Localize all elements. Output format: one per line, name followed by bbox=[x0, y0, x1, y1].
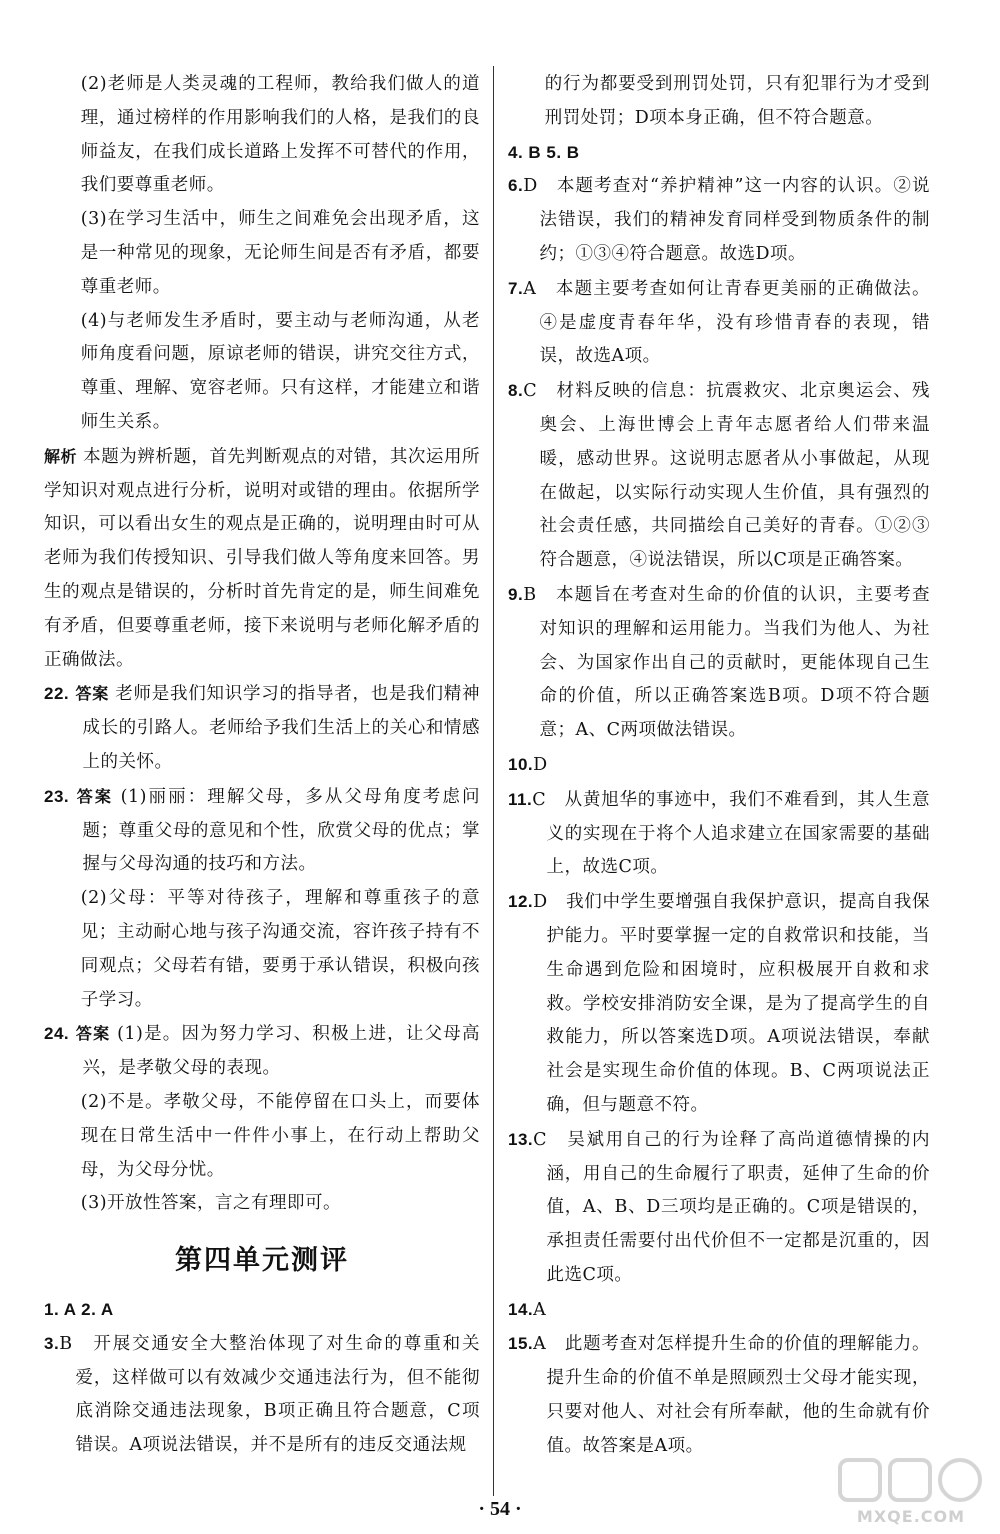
left-column bbox=[44, 68, 480, 1463]
answer-23 bbox=[44, 780, 480, 882]
paragraph: (2)父母：平等对待孩子，理解和尊重孩子的意见；主动耐心地与孩子沟通交流，容许孩子持有不同观点；父母若有错，要勇于承认错误，积极向孩子学习。 bbox=[80, 888, 480, 1010]
question-number: 14. bbox=[508, 1299, 534, 1319]
analysis-text: 本题为辨析题，首先判断观点的对错，其次运用所学知识对观点进行分析，说明对或错的理由。依据所学知识，可以看出女生的观点是正确的，说明理由时可从老师为我们传授知识、引导我们做人等角度来回答。男生的观点是错误的，分析时首先肯定的是，师生间难免有矛盾，但要尊重老师，接下来说明与老师化解矛盾的正确做法。 bbox=[44, 446, 480, 670]
answer-8 bbox=[508, 374, 930, 578]
question-number: 8. bbox=[508, 381, 524, 401]
question-number: 15. bbox=[508, 1334, 534, 1354]
answer-text: B 本题旨在考查对生命的价值的认识，主要考查对知识的理解和运用能力。当我们为他人、为社会、为国家作出自己的贡献时，更能体现自己生命的价值，所以正确答案选B项。D项不符合题意；A、C两项做法错误。 bbox=[523, 584, 930, 741]
answer-text: (1)丽丽：理解父母，多从父母角度考虑问题；尊重父母的意见和个性，欣赏父母的优点；掌握与父母沟通的技巧和方法。 bbox=[82, 786, 480, 875]
watermark-logo bbox=[836, 1456, 986, 1526]
answer-12 bbox=[508, 885, 930, 1123]
answer-text: 老师是我们知识学习的指导者，也是我们精神成长的引路人。老师给予我们生活上的关心和情感上的关怀。 bbox=[82, 684, 480, 772]
answer-text: C 材料反映的信息：抗震救灾、北京奥运会、残奥会、上海世博会上青年志愿者给人们带来温暖，感动世界。这说明志愿者从小事做起，从现在做起，以实际行动实现人生价值，具有强烈的社会责任感，共同描绘自己美好的青春。①②③符合题意，④说法错误，所以C项是正确答案。 bbox=[523, 381, 930, 571]
paragraph: (2)不是。孝敬父母，不能停留在口头上，而要体现在日常生活中一件件小事上，在行动上帮助父母，为父母分忧。 bbox=[80, 1091, 480, 1180]
answer-13 bbox=[508, 1123, 930, 1293]
answer-14 bbox=[508, 1293, 930, 1328]
answer-tag: 答案 bbox=[75, 1024, 111, 1044]
watermark-logo-icon bbox=[836, 1456, 986, 1506]
question-number: 23. bbox=[44, 786, 70, 806]
question-number: 12. bbox=[508, 892, 534, 912]
answer-22 bbox=[44, 677, 480, 779]
answer-line: 1. A 2. A bbox=[44, 1300, 114, 1320]
answer-9 bbox=[508, 578, 930, 748]
answer-text: A 本题主要考查如何让青春更美丽的正确做法。④是虚度青春年华，没有珍惜青春的表现，错误，故选A项。 bbox=[523, 278, 930, 367]
section-title: 第四单元测评 bbox=[175, 1245, 349, 1277]
question-number: 10. bbox=[508, 754, 534, 774]
answer-text: D 本题考查对“养护精神”这一内容的认识。②说法错误，我们的精神发育同样受到物质条件的制约；①③④符合题意。故选D项。 bbox=[523, 176, 930, 264]
answer-text: C 从黄旭华的事迹中，我们不难看到，其人生意义的实现在于将个人追求建立在国家需要的基础上，故选C项。 bbox=[532, 789, 930, 878]
answer-text: A bbox=[533, 1299, 547, 1320]
answer-7 bbox=[508, 272, 930, 374]
answer-10 bbox=[508, 748, 930, 783]
answer-24 bbox=[44, 1017, 480, 1086]
answer-line: 4. B 5. B bbox=[508, 142, 580, 162]
paragraph: (4)与老师发生矛盾时，要主动与老师沟通，从老师角度看问题，原谅老师的错误，讲究交往方式，尊重、理解、宽容老师。只有这样，才能建立和谐师生关系。 bbox=[80, 310, 480, 432]
paragraph: (3)在学习生活中，师生之间难免会出现矛盾，这是一种常见的现象，无论师生间是否有矛盾，都要尊重老师。 bbox=[80, 209, 480, 297]
page-number: · 54 · bbox=[478, 1498, 522, 1520]
answer-3 bbox=[44, 1327, 480, 1463]
answer-15 bbox=[508, 1327, 930, 1463]
analysis-tag: 解析 bbox=[44, 446, 78, 466]
answer-text: (1)是。因为努力学习、积极上进，让父母高兴，是孝敬父母的表现。 bbox=[82, 1024, 480, 1079]
paragraph: (3)开放性答案，言之有理即可。 bbox=[80, 1193, 342, 1214]
analysis-paragraph bbox=[44, 440, 480, 678]
question-number: 9. bbox=[508, 584, 524, 604]
answer-11 bbox=[508, 783, 930, 885]
paragraph: 的行为都要受到刑罚处罚，只有犯罪行为才受到刑罚处罚；D项本身正确，但不符合题意。 bbox=[544, 74, 930, 128]
question-number: 3. bbox=[44, 1333, 60, 1353]
question-number: 24. bbox=[44, 1024, 70, 1044]
answer-text: D bbox=[533, 754, 548, 775]
column-divider bbox=[493, 66, 494, 1496]
question-number: 11. bbox=[508, 789, 533, 809]
paragraph: (2)老师是人类灵魂的工程师，教给我们做人的道理，通过榜样的作用影响我们的人格，是我们的良师益友，在我们成长道路上发挥不可替代的作用，我们要尊重老师。 bbox=[80, 74, 480, 196]
answer-text: A 此题考查对怎样提升生命的价值的理解能力。提升生命的价值不单是照顾烈士父母才能实现，只要对他人、对社会有所奉献，他的生命就有价值。故答案是A项。 bbox=[533, 1334, 930, 1456]
answer-tag: 答案 bbox=[76, 786, 113, 806]
answer-text: B 开展交通安全大整治体现了对生命的尊重和关爱，这样做可以有效减少交通违法行为，但不能彻底消除交通违法现象，B项正确且符合题意，C项错误。A项说法错误，并不是所有的违反交通法规 bbox=[59, 1333, 480, 1456]
question-number: 13. bbox=[508, 1129, 534, 1149]
watermark-text: MXQE.COM bbox=[856, 1507, 966, 1526]
right-column bbox=[508, 68, 930, 1464]
question-number: 7. bbox=[508, 278, 524, 298]
question-number: 22. bbox=[44, 684, 70, 704]
answer-tag: 答案 bbox=[75, 684, 109, 704]
question-number: 6. bbox=[508, 176, 524, 196]
answer-text: C 吴斌用自己的行为诠释了高尚道德情操的内涵，用自己的生命履行了职责，延伸了生命的价值，A、B、D三项均是正确的。C项是错误的，承担责任需要付出代价但不一定都是沉重的，因此选C项。 bbox=[533, 1129, 930, 1285]
answer-text: D 我们中学生要增强自我保护意识，提高自我保护能力。平时要掌握一定的自救常识和技能，当生命遇到危险和困境时，应积极展开自救和求救。学校安排消防安全课，是为了提高学生的自救能力，所以答案选D项。A项说法错误，奉献社会是实现生命价值的体现。B、C两项说法正确，但与题意不符。 bbox=[533, 892, 930, 1115]
answer-6 bbox=[508, 169, 930, 271]
